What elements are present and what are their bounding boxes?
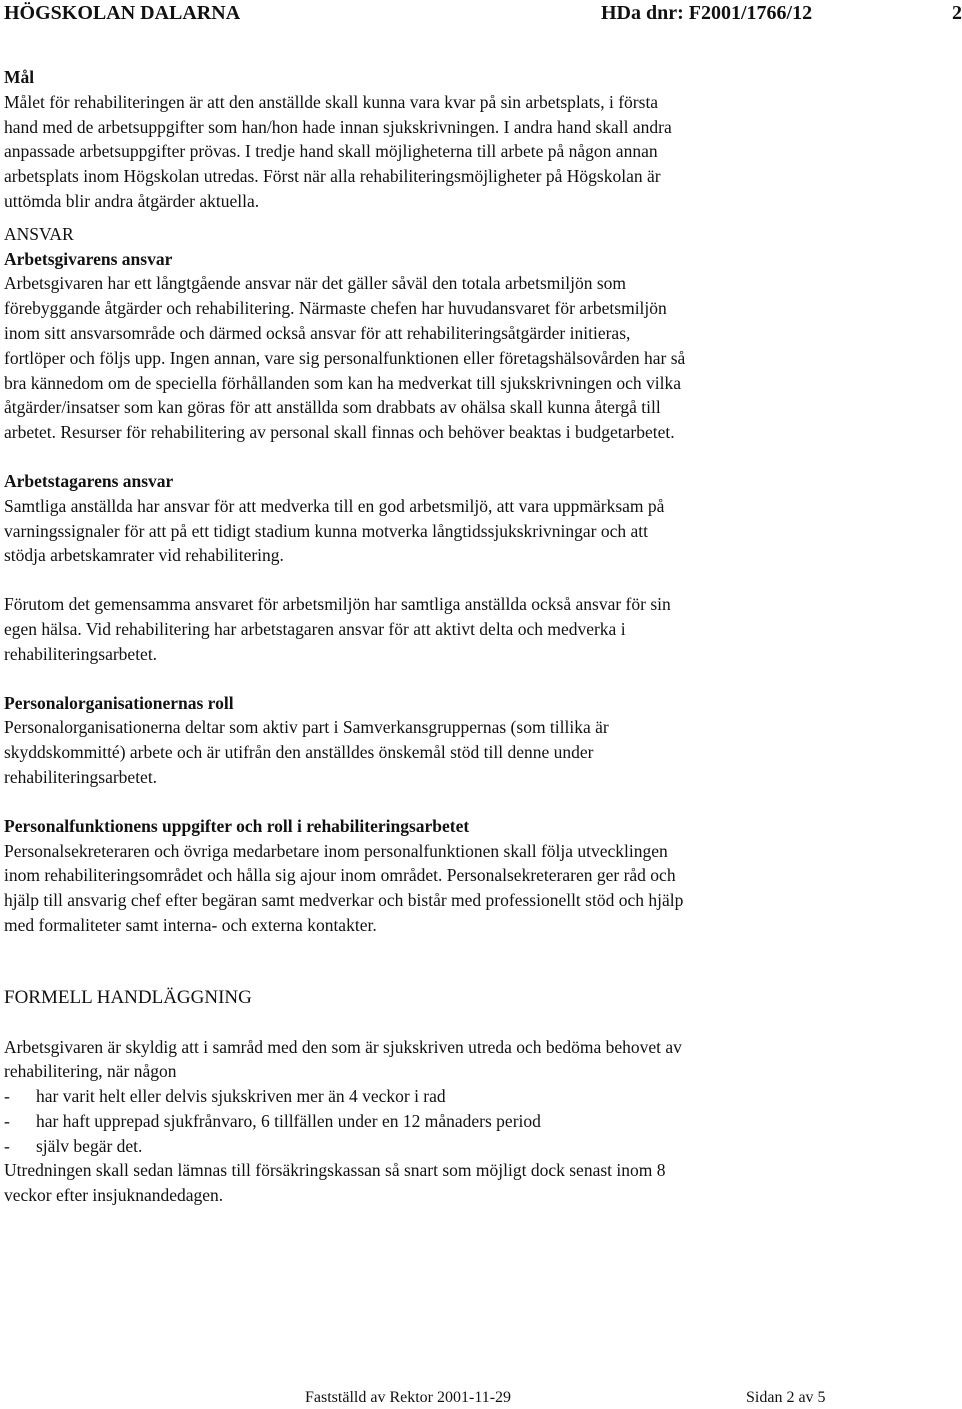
paragraph-line: anpassade arbetsuppgifter prövas. I tredje hand skall möjligheterna till arbete på någon annan	[4, 141, 658, 162]
paragraph-line: Utredningen skall sedan lämnas till försäkringskassan så snart som möjligt dock senast inom 8	[4, 1160, 666, 1181]
list-dash: -	[4, 1110, 10, 1131]
paragraph-line: åtgärder/insatser som kan göras för att anställda som drabbats av ohälsa skall kunna återgå till	[4, 397, 661, 418]
page-indicator: Sidan 2 av 5	[746, 1389, 826, 1406]
paragraph-line: arbetet. Resurser för rehabilitering av personal skall finnas och behöver beaktas i budgetarbetet.	[4, 422, 675, 443]
paragraph-line: hjälp till ansvarig chef efter begäran samt medverkar och bistår med professionellt stöd och hjälp	[4, 890, 684, 911]
paragraph-line: Samtliga anställda har ansvar för att medverka till en god arbetsmiljö, att vara uppmärksam på	[4, 495, 665, 516]
paragraph-line: Personalorganisationerna deltar som aktiv part i Samverkansgruppernas (som tillika är	[4, 717, 609, 738]
list-item	[4, 1084, 944, 1109]
list-dash: -	[4, 1135, 10, 1156]
paragraph-line: rehabilitering, när någon	[4, 1061, 177, 1082]
paragraph-line: med formaliteter samt interna- och externa kontakter.	[4, 914, 377, 935]
paragraph-line: egen hälsa. Vid rehabilitering har arbetstagaren ansvar för att aktivt delta och medverka i	[4, 618, 626, 639]
established-date: Fastställd av Rektor 2001-11-29	[305, 1389, 512, 1406]
document-body	[4, 65, 944, 1208]
paragraph-line: varningssignaler för att på ett tidigt stadium kunna motverka långtidssjukskrivningar och att	[4, 520, 648, 541]
paragraph-line: förebyggande åtgärder och rehabilitering. Närmaste chefen har huvudansvaret för arbetsmiljön	[4, 298, 667, 319]
paragraph-line: bra kännedom om de speciella förhållanden som kan ha medverkat till sjukskrivningen och vilka	[4, 372, 681, 393]
paragraph-line: stödja arbetskamrater vid rehabilitering.	[4, 545, 284, 566]
list-item-text: har haft upprepad sjukfrånvaro, 6 tillfällen under en 12 månaders period	[36, 1110, 541, 1131]
page-number-fragment: 2	[952, 2, 962, 24]
paragraph-line: Arbetsgivaren är skyldig att i samråd med den som är sjukskriven utreda och bedöma behovet av	[4, 1036, 682, 1057]
heading-arbetstagarens-ansvar: Arbetstagarens ansvar	[4, 470, 174, 491]
list-item-text: har varit helt eller delvis sjukskriven mer än 4 veckor i rad	[36, 1086, 446, 1107]
org-name: HÖGSKOLAN DALARNA	[4, 2, 241, 24]
heading-personalorganisationernas-roll: Personalorganisationernas roll	[4, 692, 234, 713]
paragraph-line: Arbetsgivaren har ett långtgående ansvar när det gäller såväl den totala arbetsmiljön som	[4, 273, 626, 294]
paragraph-line: uttömda blir andra åtgärder aktuella.	[4, 190, 260, 211]
paragraph-line: arbetsplats inom Högskolan utredas. Först när alla rehabiliteringsmöjligheter på Högskolan är	[4, 166, 661, 187]
paragraph-line: Förutom det gemensamma ansvaret för arbetsmiljön har samtliga anställda också ansvar för sin	[4, 594, 671, 615]
paragraph-line: fortlöper och följs upp. Ingen annan, vare sig personalfunktionen eller företagshälsovården har så	[4, 347, 686, 368]
list-item-text: själv begär det.	[36, 1135, 143, 1156]
paragraph-line: veckor efter insjuknandedagen.	[4, 1185, 224, 1206]
paragraph-line: skyddskommitté) arbete och är utifrån den anställdes önskemål stöd till denne under	[4, 742, 594, 763]
paragraph-line: inom sitt ansvarsområde och därmed också ansvar för att rehabiliteringsåtgärder initieras,	[4, 322, 631, 343]
section-formell-handlaggning	[4, 986, 944, 1208]
heading-mal: Mål	[4, 67, 35, 87]
heading-formell-handlaggning: FORMELL HANDLÄGGNING	[4, 986, 252, 1008]
paragraph-line: rehabiliteringsarbetet.	[4, 643, 158, 664]
heading-arbetsgivarens-ansvar: Arbetsgivarens ansvar	[4, 248, 173, 269]
heading-ansvar: ANSVAR	[4, 223, 74, 244]
section-ansvar	[4, 222, 944, 938]
list-dash: -	[4, 1086, 10, 1107]
heading-personalfunktionens-roll: Personalfunktionens uppgifter och roll i rehabiliteringsarbetet	[4, 815, 470, 836]
section-mal	[4, 65, 944, 214]
page-header	[0, 0, 960, 30]
list-item	[4, 1109, 944, 1134]
list-item	[4, 1134, 944, 1159]
page-footer	[0, 1389, 960, 1409]
paragraph-line: Personalsekreteraren och övriga medarbetare inom personalfunktionen skall följa utvecklingen	[4, 840, 668, 861]
paragraph-line: hand med de arbetsuppgifter som han/hon hade innan sjukskrivningen. I andra hand skall andra	[4, 116, 672, 137]
paragraph-line: rehabiliteringsarbetet.	[4, 766, 158, 787]
paragraph-line: inom rehabiliteringsområdet och hålla sig ajour inom området. Personalsekreteraren ger råd och	[4, 865, 676, 886]
paragraph-line: Målet för rehabiliteringen är att den anställde skall kunna vara kvar på sin arbetsplats, i första	[4, 91, 659, 112]
document-number: HDa dnr: F2001/1766/12	[601, 2, 813, 24]
